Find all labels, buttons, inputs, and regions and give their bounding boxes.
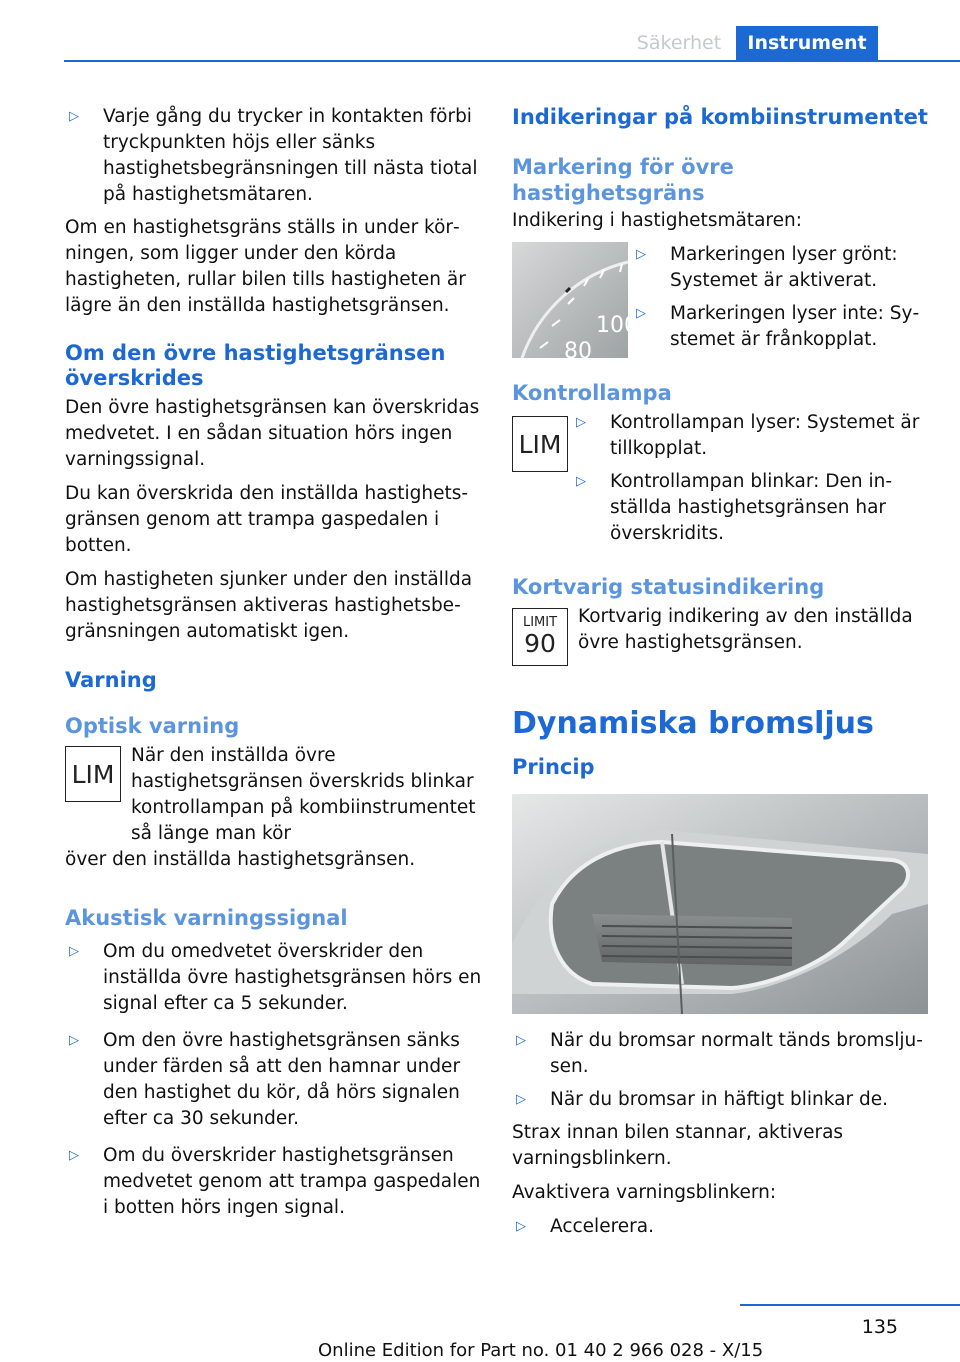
lim-indicator-icon: LIM bbox=[65, 746, 121, 802]
optisk-block bbox=[65, 743, 482, 847]
paragraph: Du kan överskrida den inställda hastighetsgränsen genom att trampa gaspedalen i botten. bbox=[65, 483, 469, 556]
list-item: ▷ Om den övre hastighetsgränsen sänks under färden så att den hamnar under den hastighet du kör, då hörs signalen efter ca 30 sekunder. bbox=[65, 1028, 482, 1132]
list-item: ▷ När du bromsar in häftigt blinkar de. bbox=[512, 1087, 932, 1113]
triangle-bullet-icon: ▷ bbox=[576, 474, 586, 489]
triangle-bullet-icon: ▷ bbox=[516, 1219, 526, 1234]
list-item: ▷ Markeringen lyser inte: Systemet är frånkopplat. bbox=[632, 301, 932, 353]
paragraph: Kortvarig indikering av den inställda övre hastighetsgränsen. bbox=[578, 606, 913, 653]
list-item: ▷ Markeringen lyser grönt: Systemet är aktiverat. bbox=[632, 242, 932, 294]
speedometer-gauge-image bbox=[512, 242, 638, 364]
list-item: ▷ Varje gång du trycker in kontakten förbi tryckpunkten höjs eller sänks hastighetsbegränsningen till nästa tiotal på hastighetsmätaren. bbox=[65, 104, 482, 208]
list-item: ▷ Om du omedvetet överskrider den inställda övre hastighetsgränsen hörs en signal efter ca 5 sekunder. bbox=[65, 939, 482, 1017]
list-item: ▷ Kontrollampan blinkar: Den inställda hastighetsgränsen har överskridits. bbox=[572, 469, 932, 547]
triangle-bullet-icon: ▷ bbox=[69, 1148, 79, 1163]
lim-indicator-icon: LIM bbox=[512, 416, 568, 472]
paragraph: Indikering i hastighetsmätaren: bbox=[512, 210, 802, 231]
paragraph: över den inställda hastighetsgränsen. bbox=[65, 849, 416, 870]
heading-indikeringar: Indikeringar på kombiinstrumentet bbox=[512, 105, 928, 129]
triangle-bullet-icon: ▷ bbox=[516, 1033, 526, 1048]
chapter-tab: Instrument bbox=[736, 26, 878, 60]
gauge-label: 100 bbox=[596, 313, 638, 338]
triangle-bullet-icon: ▷ bbox=[516, 1092, 526, 1107]
left-column bbox=[65, 104, 482, 1228]
paragraph: Avaktivera varningsblinkern: bbox=[512, 1182, 777, 1203]
page-number: 135 bbox=[861, 1316, 898, 1338]
triangle-bullet-icon: ▷ bbox=[636, 247, 646, 262]
triangle-bullet-icon: ▷ bbox=[69, 109, 79, 124]
header-rule bbox=[64, 60, 960, 62]
paragraph: Den övre hastighetsgränsen kan överskridas medvetet. I en sådan situation hörs ingen varningssignal. bbox=[65, 397, 480, 470]
heading-princip: Princip bbox=[512, 755, 595, 779]
list-item: ▷ Accelerera. bbox=[512, 1214, 932, 1240]
heading-kortvarig: Kortvarig statusindikering bbox=[512, 575, 825, 599]
paragraph: När den inställda övre hastighetsgränsen överskrids blinkar kontrollampan på kombiinstrumentet så länge man kör bbox=[131, 745, 476, 844]
heading-dynamiska-bromsljus: Dynamiska bromsljus bbox=[512, 706, 874, 741]
heading-optisk: Optisk varning bbox=[65, 714, 240, 738]
heading-kontrollampa: Kontrollampa bbox=[512, 381, 672, 405]
triangle-bullet-icon: ▷ bbox=[69, 944, 79, 959]
gauge-label: 80 bbox=[564, 339, 592, 364]
brake-light-photo bbox=[512, 794, 928, 1014]
footer-rule bbox=[740, 1304, 960, 1306]
list-item: ▷ Kontrollampan lyser: Systemet är tillkopplat. bbox=[572, 410, 932, 462]
kortvarig-block bbox=[512, 604, 932, 666]
right-column bbox=[512, 104, 932, 1247]
markering-block bbox=[512, 242, 932, 362]
list-item: ▷ När du bromsar normalt tänds bromsljusen. bbox=[512, 1028, 932, 1080]
triangle-bullet-icon: ▷ bbox=[636, 306, 646, 321]
list-item: ▷ Om du överskrider hastighetsgränsen medvetet genom att trampa gaspedalen i botten hörs ingen signal. bbox=[65, 1143, 482, 1221]
edition-footer: Online Edition for Part no. 01 40 2 966 028 - X/15 bbox=[318, 1340, 764, 1361]
heading-markering: Markering för övre hastighetsgräns bbox=[512, 155, 734, 205]
paragraph: Strax innan bilen stannar, aktiveras varningsblinkern. bbox=[512, 1122, 844, 1169]
triangle-bullet-icon: ▷ bbox=[576, 415, 586, 430]
heading-over-limit: Om den övre hastighetsgränsen överskrides bbox=[65, 341, 446, 390]
paragraph: Om en hastighetsgräns ställs in under körningen, som ligger under den körda hastigheten, rullar bilen tills hastigheten är lägre än den inställda hastighetsgränsen. bbox=[65, 217, 466, 316]
heading-varning: Varning bbox=[65, 668, 157, 692]
limit-90-indicator-icon: LIMIT 90 bbox=[512, 608, 568, 666]
heading-akustisk: Akustisk varningssignal bbox=[65, 906, 348, 930]
paragraph: Om hastigheten sjunker under den inställda hastighetsgränsen aktiveras hastighetsbegränsningen automatiskt igen. bbox=[65, 569, 473, 642]
section-tab: Säkerhet bbox=[636, 32, 722, 54]
kontroll-block bbox=[512, 410, 932, 554]
triangle-bullet-icon: ▷ bbox=[69, 1033, 79, 1048]
